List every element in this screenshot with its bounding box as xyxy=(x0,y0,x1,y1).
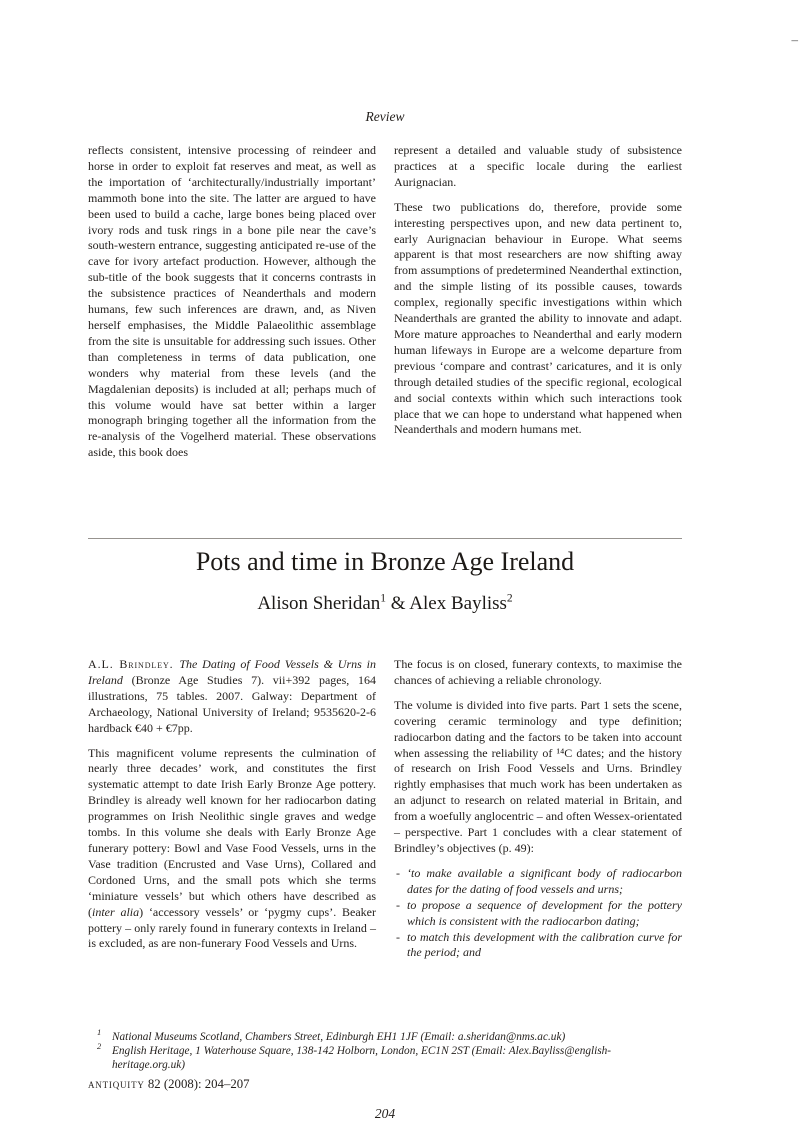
paragraph-text: This magnificent volume represents the culmination of nearly three decades’ work, and constitutes the first systematic attempt to date Irish Early Bronze Age pottery. Brindley is already well known for her radiocarbon dating programmes on Irish Neolithic single graves and wedge tombs. In this volume she deals with Early Bronze Age funerary pottery: Bowl and Vase Food Vessels, urns in the Vase tradition (Encrusted and Vase Urns), Collared and Cordoned Urns, and the small pots which she terms ‘miniature vessels’ but which others have described as ( xyxy=(88,745,376,919)
running-head: Review xyxy=(365,109,405,124)
list-item xyxy=(394,930,682,962)
biblio-book-title: The Dating of Food Vessels & Urns in Ireland xyxy=(88,657,376,687)
author-name-1: Alison Sheridan xyxy=(257,593,381,614)
footnote-text: English Heritage, 1 Waterhouse Square, 138-142 Holborn, London, EC1N 2ST (Email: Alex.Bayliss@english-heritage.org.uk) xyxy=(112,1045,612,1071)
author-footnote-ref-1: 1 xyxy=(380,592,387,605)
list-item-dash: - xyxy=(396,865,400,880)
bibliographic-reference xyxy=(88,657,376,737)
list-item-dash: - xyxy=(396,897,400,912)
section-divider-rule xyxy=(88,538,682,539)
list-item-dash: - xyxy=(396,929,400,944)
journal-citation-line xyxy=(88,1076,682,1092)
list-item xyxy=(394,898,682,930)
page-number: 204 xyxy=(374,1106,396,1121)
footnote-2 xyxy=(88,1041,682,1072)
authors-separator: & xyxy=(386,593,410,614)
paragraph xyxy=(88,746,376,953)
article-right-column xyxy=(394,657,682,961)
journal-volume-pages: 82 (2008): 204–207 xyxy=(144,1077,250,1091)
review-continuation-right-column xyxy=(394,143,682,461)
article-left-column xyxy=(88,657,376,961)
footnote-1 xyxy=(88,1027,682,1044)
objectives-list xyxy=(394,866,682,961)
article-title: Pots and time in Bronze Age Ireland xyxy=(195,547,575,576)
article-body xyxy=(88,657,682,961)
paragraph-text: ) ‘accessory vessels’ or ‘pygmy cups’. Beaker pottery – only rarely found in funerary contexts in Ireland – is excluded, as are non-funerary Food Vessels and Urns. xyxy=(88,904,376,951)
author-name-2: Alex Bayliss xyxy=(409,593,507,614)
footnotes xyxy=(88,1027,682,1072)
paragraph: The focus is on closed, funerary contexts, to maximise the chances of achieving a reliable chronology. xyxy=(394,657,682,687)
footnote-marker-number: 2 xyxy=(97,1041,102,1052)
paragraph: These two publications do, therefore, provide some interesting perspectives upon, and new data pertinent to, early Aurignacian behaviour in Europe. What seems apparent is that most researchers are now shifting away from assumptions of predetermined Neanderthal extinction, and the simple listing of its possible causes, towards complex, regionally specific investigations within which Neanderthals are granted the ability to innovate and adapt. More mature approaches to Neanderthal and early modern human lifeways in Europe are a welcome departure from previous ‘compare and contrast’ caricatures, and it is only through detailed studies of the specific regional, ecological and social contexts within which such interactions took place that we can hope to understand what happened when Neanderthals and modern humans met. xyxy=(394,199,682,437)
biblio-details: (Bronze Age Studies 7). vii+392 pages, 164 illustrations, 75 tables. 2007. Galway: Department of Archaeology, National University of Ireland; 9535620-2-6 hardback €40 + €7pp. xyxy=(88,672,376,735)
latin-phrase: inter alia xyxy=(92,904,140,919)
paragraph: represent a detailed and valuable study of subsistence practices at a specific locale during the earliest Aurignacian. xyxy=(394,143,682,189)
review-continuation-left-column xyxy=(88,143,376,461)
footnote-text: National Museums Scotland, Chambers Street, Edinburgh EH1 1JF (Email: a.sheridan@nms.ac.uk) xyxy=(112,1031,566,1043)
author-footnote-ref-2: 2 xyxy=(506,592,513,605)
list-item-text: to match this development with the calibration curve for the period; and xyxy=(407,929,682,960)
footnote-marker xyxy=(88,1041,112,1072)
review-continuation xyxy=(88,143,682,461)
paragraph: The volume is divided into five parts. Part 1 sets the scene, covering ceramic terminology and type definition; radiocarbon dating and the factors to be taken into account when assessing the reliability of ¹⁴C dates; and the history of research on Irish Food Vessels and Urns. Brindley rightly emphasises that much work has been undertaken as an adjunct to research on related material in Britain, and from a woefully anglocentric – and often Wessex-orientated – perspective. Part 1 concludes with a clear statement of Brindley’s objectives (p. 49): xyxy=(394,697,682,855)
biblio-author: A.L. Brindley. xyxy=(88,657,180,671)
article-authors xyxy=(88,592,682,616)
journal-name: antiquity xyxy=(88,1077,145,1091)
list-item-text: ‘to make available a significant body of radiocarbon dates for the dating of food vessels and urns; xyxy=(407,865,682,896)
list-item-text: to propose a sequence of development for the pottery which is consistent with the radiocarbon dating; xyxy=(407,897,682,928)
paragraph: reflects consistent, intensive processing of reindeer and horse in order to exploit fat reserves and meat, as well as the importation of ‘architecturally/industrially important’ mammoth bone into the site. The latter are argued to have been used to build a cache, large bones being placed over ivory rods and tusk rings in a bone pile near the cave’s south-western entrance, suggesting anticipated re-use of the cave for ivory artefact production. However, although the sub-title of the book suggests that it concerns contrasts in the subsistence practices of Neanderthals and modern humans, few such inferences are drawn, and, as Niven herself emphasises, the Middle Palaeolithic assemblage from the site is unsuitable for addressing such issues. Other than completeness in terms of data publication, one wonders why material from these levels (and the Magdalenian deposits) is included at all; perhaps much of this volume would have sat better within a larger monograph bringing together all the information from the re-analysis of the Vogelherd material. These observations aside, this book does xyxy=(88,143,376,460)
corner-crop-mark: – xyxy=(791,32,798,47)
list-item xyxy=(394,866,682,898)
footnote-marker-number: 1 xyxy=(97,1027,102,1038)
